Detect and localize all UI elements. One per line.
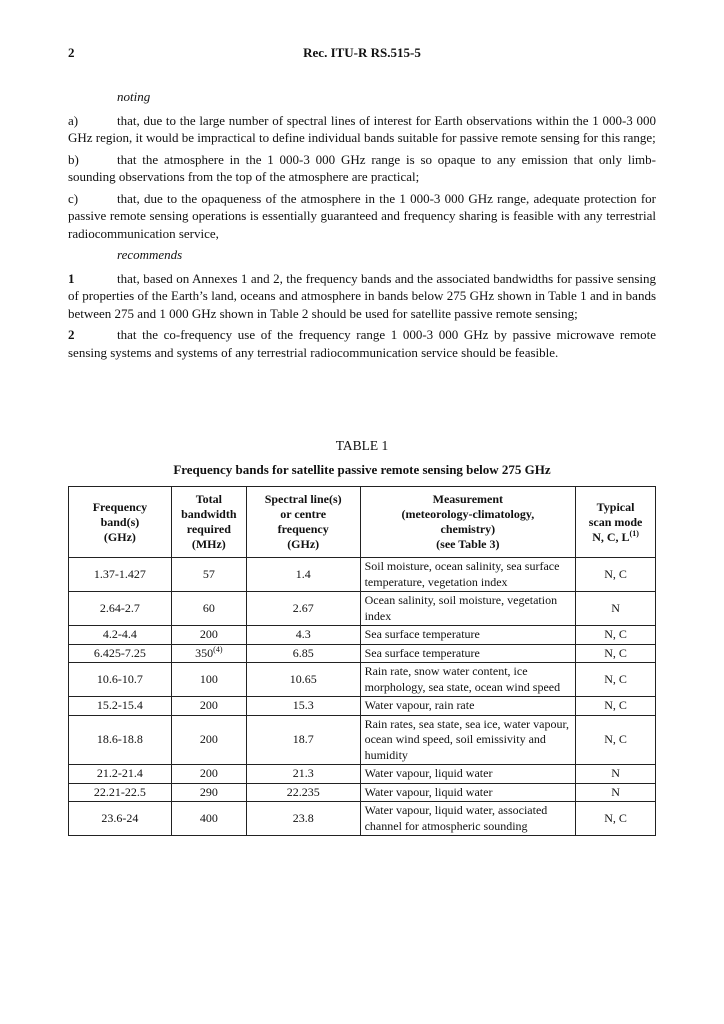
noting-item-b <box>68 151 656 186</box>
cell-spectral-line: 21.3 <box>246 765 360 784</box>
cell-spectral-line: 2.67 <box>246 592 360 626</box>
cell-band: 15.2-15.4 <box>69 697 172 716</box>
cell-bandwidth: 400 <box>171 802 246 836</box>
table-caption: Frequency bands for satellite passive remote sensing below 275 GHz <box>173 462 551 477</box>
frequency-bands-table <box>68 486 656 836</box>
cell-band: 2.64-2.7 <box>69 592 172 626</box>
recommends-item-1 <box>68 270 656 323</box>
cell-scan-mode: N, C <box>576 626 656 645</box>
cell-band: 4.2-4.4 <box>69 626 172 645</box>
cell-spectral-line: 23.8 <box>246 802 360 836</box>
cell-band: 23.6-24 <box>69 802 172 836</box>
cell-bandwidth: 57 <box>171 558 246 592</box>
cell-band: 21.2-21.4 <box>69 765 172 784</box>
cell-bandwidth: 200 <box>171 697 246 716</box>
cell-measurement: Water vapour, liquid water, associated channel for atmospheric sounding <box>360 802 576 836</box>
table-header-row <box>69 487 656 558</box>
cell-measurement: Sea surface temperature <box>360 644 576 663</box>
cell-band: 6.425-7.25 <box>69 644 172 663</box>
item-label: 1 <box>68 270 75 286</box>
cell-scan-mode: N, C <box>576 715 656 765</box>
cell-spectral-line: 10.65 <box>246 663 360 697</box>
cell-measurement: Ocean salinity, soil moisture, vegetation index <box>360 592 576 626</box>
item-text: that, based on Annexes 1 and 2, the frequency bands and the associated bandwidths for passive sensing of properties of the Earth’s land, oceans and atmosphere in bands below 275 GHz shown in Table 1 and in bands between 275 and 1 000 GHz shown in Table 2 should be used for satellite passive remote sensing; <box>68 270 656 321</box>
cell-scan-mode: N, C <box>576 663 656 697</box>
cell-scan-mode: N, C <box>576 802 656 836</box>
cell-measurement: Water vapour, liquid water <box>360 765 576 784</box>
table-row <box>69 663 656 697</box>
cell-scan-mode: N, C <box>576 644 656 663</box>
cell-band: 1.37-1.427 <box>69 558 172 592</box>
table-row <box>69 558 656 592</box>
cell-bandwidth: 60 <box>171 592 246 626</box>
cell-bandwidth: 350$^{(4)}$ <box>171 644 246 663</box>
recommends-heading: recommends <box>117 247 183 262</box>
cell-bandwidth: 200 <box>171 626 246 645</box>
cell-band: 18.6-18.8 <box>69 715 172 765</box>
table-row <box>69 783 656 802</box>
cell-scan-mode: N, C <box>576 558 656 592</box>
cell-spectral-line: 22.235 <box>246 783 360 802</box>
cell-spectral-line: 1.4 <box>246 558 360 592</box>
cell-measurement: Water vapour, liquid water <box>360 783 576 802</box>
cell-bandwidth: 290 <box>171 783 246 802</box>
table-row <box>69 644 656 663</box>
footnote-ref: (4) <box>213 644 223 654</box>
noting-heading: noting <box>117 89 151 104</box>
cell-measurement: Soil moisture, ocean salinity, sea surface temperature, vegetation index <box>360 558 576 592</box>
noting-item-c <box>68 190 656 243</box>
item-text: that the atmosphere in the 1 000-3 000 GHz range is so opaque to any emission that only limb-sounding observations from the top of the atmosphere are practical; <box>68 151 656 184</box>
cell-measurement: Rain rate, snow water content, ice morphology, sea state, ocean wind speed <box>360 663 576 697</box>
item-text: that the co-frequency use of the frequency range 1 000-3 000 GHz by passive microwave remote sensing systems and systems of any terrestrial radiocommunication service should be feasible. <box>68 327 656 360</box>
cell-bandwidth: 200 <box>171 715 246 765</box>
body-text <box>68 88 656 365</box>
table-row <box>69 697 656 716</box>
table-number: TABLE 1 <box>335 438 389 453</box>
cell-spectral-line: 15.3 <box>246 697 360 716</box>
cell-scan-mode: N <box>576 592 656 626</box>
table-row <box>69 765 656 784</box>
table-row <box>69 802 656 836</box>
table-row <box>69 626 656 645</box>
col-header-scan-mode: Typical scan mode N, C, $L^{(1)}$ <box>576 487 656 558</box>
cell-scan-mode: N <box>576 765 656 784</box>
cell-scan-mode: N, C <box>576 697 656 716</box>
cell-bandwidth: 100 <box>171 663 246 697</box>
recommends-item-2 <box>68 326 656 361</box>
cell-measurement: Rain rates, sea state, sea ice, water vapour, ocean wind speed, soil emissivity and humidity <box>360 715 576 765</box>
col-header-bandwidth: Total bandwidth required (MHz) <box>171 487 246 558</box>
item-label: a) <box>68 112 79 128</box>
cell-measurement: Water vapour, rain rate <box>360 697 576 716</box>
item-label: c) <box>68 190 79 206</box>
table-row <box>69 715 656 765</box>
cell-scan-mode: N <box>576 783 656 802</box>
cell-spectral-line: 6.85 <box>246 644 360 663</box>
table-row <box>69 592 656 626</box>
cell-bandwidth: 200 <box>171 765 246 784</box>
col-header-spectral-line: Spectral line(s) or centre frequency (GHz) <box>246 487 360 558</box>
cell-band: 10.6-10.7 <box>69 663 172 697</box>
cell-spectral-line: 18.7 <box>246 715 360 765</box>
cell-band: 22.21-22.5 <box>69 783 172 802</box>
item-label: b) <box>68 151 79 167</box>
page-number: 2 <box>68 45 75 60</box>
document-title: Rec. ITU-R RS.515-5 <box>303 45 421 60</box>
item-text: that, due to the large number of spectral lines of interest for Earth observations within the 1 000-3 000 GHz region, it would be impractical to define individual bands suitable for passive remote sensing for this range; <box>68 112 656 145</box>
col-header-measurement: Measurement (meteorology-climatology, chemistry) (see Table 3) <box>360 487 576 558</box>
cell-measurement: Sea surface temperature <box>360 626 576 645</box>
col-header-band: Frequency band(s) (GHz) <box>69 487 172 558</box>
noting-item-a <box>68 112 656 147</box>
page-header <box>68 45 656 63</box>
item-label: 2 <box>68 327 75 342</box>
item-text: that, due to the opaqueness of the atmosphere in the 1 000-3 000 GHz range, adequate protection for passive remote sensing operations is essentially guaranteed and frequency sharing is feasible with any terrestrial radiocommunication service, <box>68 190 656 241</box>
cell-spectral-line: 4.3 <box>246 626 360 645</box>
